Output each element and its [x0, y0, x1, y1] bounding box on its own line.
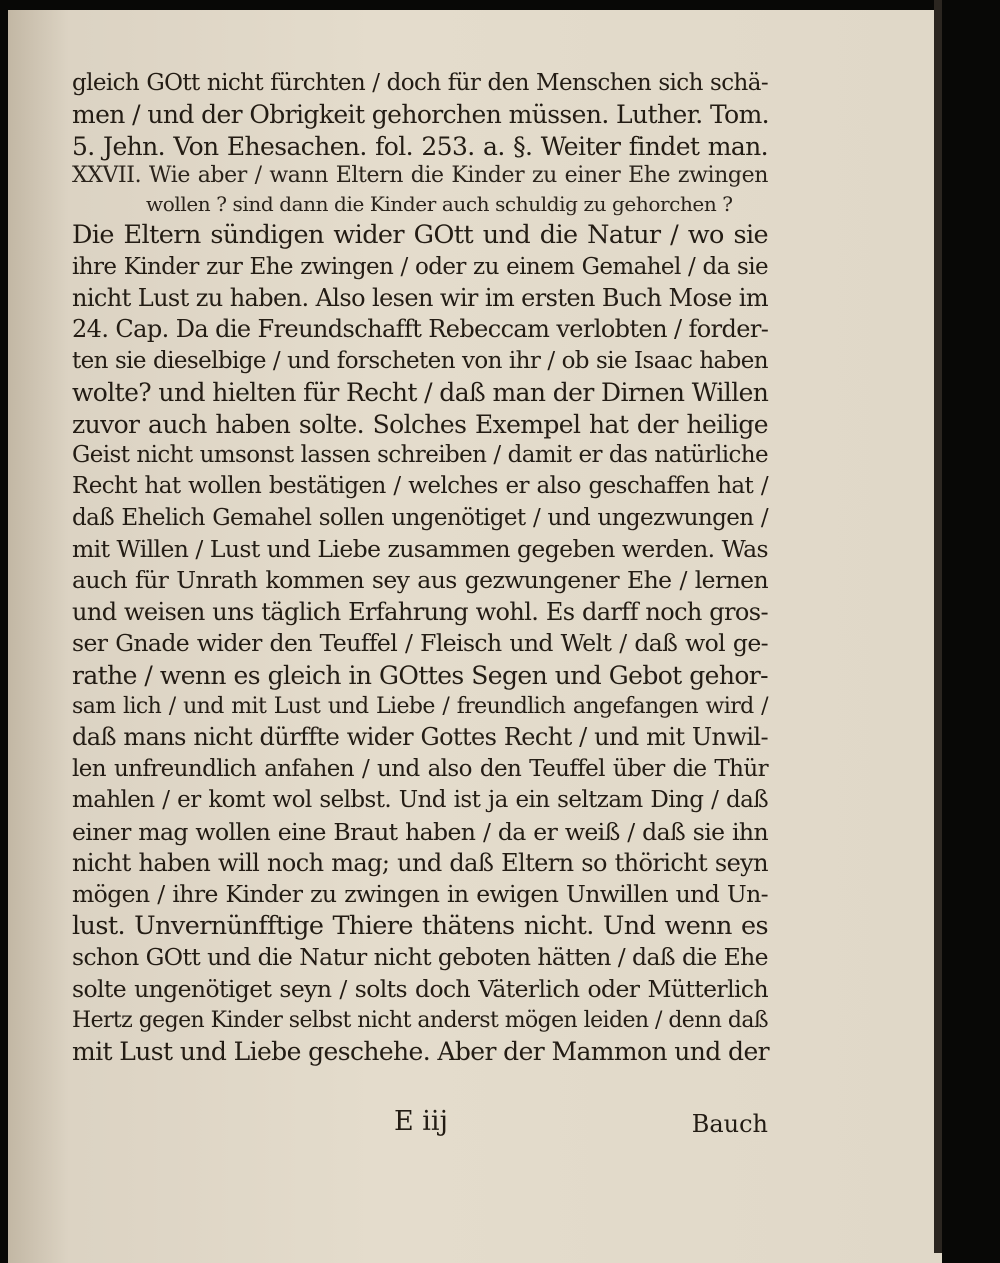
text-line: men / und der Obrigkeit gehorchen müssen. Luther. Tom. [72, 100, 770, 130]
text-line: ten sie dieselbige / und forscheten von ihr / ob sie Isaac haben [72, 347, 768, 374]
text-line: Geist nicht umsonst lassen schreiben / damit er das natürliche [72, 441, 768, 468]
text-line: solte ungenötiget seyn / solts doch Väterlich oder Mütterlich [72, 974, 768, 1003]
text-line: wolte? und hielten für Recht / daß man der Dirnen Willen [72, 378, 769, 408]
signature-mark: E iij [394, 1106, 448, 1137]
page-footer [72, 1106, 768, 1142]
text-line: nicht haben will noch mag; und daß Eltern so thöricht seyn [72, 848, 768, 877]
text-line: 24. Cap. Da die Freundschafft Rebeccam verlobten / forder- [72, 315, 769, 344]
text-line: und weisen uns täglich Erfahrung wohl. Es darff noch gros- [72, 597, 768, 626]
text-line: Hertz gegen Kinder selbst nicht anderst mögen leiden / denn daß [72, 1007, 768, 1033]
text-line: Die Eltern sündigen wider GOtt und die Natur / wo sie [72, 220, 768, 251]
text-line: 5. Jehn. Von Ehesachen. fol. 253. a. §. Weiter findet man. [72, 131, 768, 161]
catchword: Bauch [691, 1110, 768, 1138]
text-line: gleich GOtt nicht fürchten / doch für den Menschen sich schä- [72, 70, 768, 96]
section-heading: XXVII. Wie aber / wann Eltern die Kinder zu einer Ehe zwingen [72, 163, 768, 189]
section-heading: wollen ? sind dann die Kinder auch schuldig zu gehorchen ? [146, 192, 733, 217]
text-line: mahlen / er komt wol selbst. Und ist ja ein seltzam Ding / daß [72, 787, 768, 814]
text-line: lust. Unvernünfftige Thiere thätens nicht. Und wenn es [72, 910, 768, 941]
text-line: Recht hat wollen bestätigen / welches er also geschaffen hat / [72, 473, 768, 500]
text-line: daß Ehelich Gemahel sollen ungenötiget / und ungezwungen / [72, 504, 768, 531]
text-line: rathe / wenn es gleich in GOttes Segen und Gebot gehor- [72, 660, 768, 690]
text-line: nicht Lust zu haben. Also lesen wir im ersten Buch Mose im [72, 283, 768, 312]
book-page [8, 10, 942, 1263]
text-line: auch für Unrath kommen sey aus gezwungener Ehe / lernen [72, 566, 768, 595]
text-line: ihre Kinder zur Ehe zwingen / oder zu einem Gemahel / da sie [72, 253, 768, 280]
text-line: schon GOtt und die Natur nicht geboten hätten / daß die Ehe [72, 943, 768, 972]
text-line: daß mans nicht dürffte wider Gottes Recht / und mit Unwil- [72, 723, 768, 752]
page-text [72, 68, 768, 1068]
text-line: len unfreundlich anfahen / und also den Teuffel über die Thür [72, 755, 768, 782]
text-line: mit Willen / Lust und Liebe zusammen gegeben werden. Was [72, 535, 768, 564]
text-line: mit Lust und Liebe geschehe. Aber der Mammon und der [72, 1037, 769, 1067]
page-edge [934, 0, 942, 1253]
text-line: zuvor auch haben solte. Solches Exempel hat der heilige [72, 409, 768, 439]
text-line: sam lich / und mit Lust und Liebe / freundlich angefangen wird / [72, 694, 768, 720]
text-line: mögen / ihre Kinder zu zwingen in ewigen Unwillen und Un- [72, 880, 768, 909]
text-line: ser Gnade wider den Teuffel / Fleisch und Welt / daß wol ge- [72, 629, 768, 658]
text-line: einer mag wollen eine Braut haben / da er weiß / daß sie ihn [72, 817, 768, 846]
